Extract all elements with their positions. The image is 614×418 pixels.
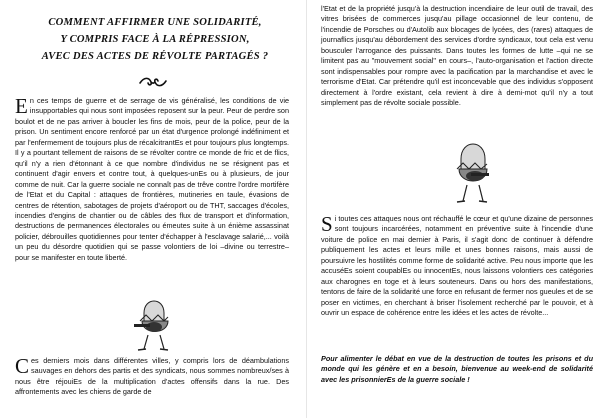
title-line-3: AVEC DES ACTES DE RÉVOLTE PARTAGÉS ? (41, 51, 269, 62)
egg-creature-with-gun-illustration (126, 291, 182, 355)
drop-cap: E (15, 94, 28, 118)
solidarity-paragraph (321, 214, 593, 319)
page-title (20, 14, 290, 65)
closing-call (321, 354, 593, 385)
drop-cap: C (15, 354, 30, 378)
swirl-ornament-icon (138, 76, 168, 88)
drop-cap: S (321, 212, 333, 236)
title-line-1: COMMENT AFFIRMER UNE SOLIDARITÉ, (48, 17, 262, 28)
closing-text: Pour alimenter le débat en vue de la destruction de toutes les prisons et du monde qui les génère et en a besoin, bienvenue au week-end de solidarité avec les prisonnierEs de la guerre sociale ! (321, 354, 593, 384)
title-line-2: Y COMPRIS FACE À LA RÉPRESSION, (60, 34, 250, 45)
continued-paragraph (321, 4, 593, 109)
intro-paragraph (15, 96, 289, 263)
egg-creature-with-gun-illustration (445, 135, 501, 207)
paragraph-text: l'Etat et de la propriété jusqu'à la destruction incendiaire de leur outil de travail, des vitres brisées de commerces jusqu'au pillage occasionnel de leur contenu, de l'incendie de Porsches ou d'Autolib aux blocages de lycées, des (rares) attaques de journaflics jusqu'au débordement des services d'ordre syndicaux, tout cela est venu bousculer l'arrogance des puissants. Dans toutes les formes de lutte –qui ne se limitent pas au "mouvement social" en cours–, l'auto-organisation et l'action directe sont indispensables pour rompre avec la pacification par la marchandise et avec le terrorisme d'Etat. Car prétendre qu'il est inconcevable que des individus s'opposent directement à l'ordre existant, cela revient à dire à demi-mot qu'il n'y a tout simplement pas de révolte sociale possible. (321, 4, 593, 108)
second-paragraph (15, 356, 289, 398)
right-page (307, 0, 614, 418)
paragraph-text: es derniers mois dans différentes villes, y compris lors de déambulations sauvages en dehors des partis et des syndicats, nous sommes nombreux/ses à nous être réjouiEs de la multiplication d'actes offensifs dans la rue. Des affrontements avec les chiens de garde de (15, 356, 289, 397)
paragraph-text: n ces temps de guerre et de serrage de vis généralisé, les conditions de vie insupportables qui nous sont imposées reposent sur la peur. Peur de perdre son boulot et de ne pas arriver à boucler les fins de mois, peur de la police, peur de la prison. Un sentiment encore renforcé par un état d'urgence prolongé indéfiniment et par l'enfermement de toujours plus de récalcitrantEs et pour toujours plus longtemps. Il y a pourtant tellement de raisons de se révolter contre ce monde de fric et de flics, qu'il n'y a rien d'étonnant à ce que nombre d'individus ne se résignent pas et continuent d'agir envers et contre tout, à quelques-unEs ou à plusieurs, de jour comme de nuit. Car la guerre sociale ne connaît pas de trêve contre l'ordre mortifère de l'Etat et du Capital : attaques de frontières, mutineries en taule, évasions de centres de rétention, sabotages de projets d'aéroport ou de THT, saccages d'écoles, incendies d'engins de chantier ou de câbles des flux de transport et d'information, destructions de permanences électorales ou émeutes suite à un énième assassinat policier, débrouilles quotidiennes pour tenter d'échapper à l'esclavage salarié,... voilà un peu du désordre quotidien qui se passe volontiers de loi –divine ou terrestre– pour se manifester en toute liberté. (15, 96, 289, 262)
paragraph-text: i toutes ces attaques nous ont réchauffé le cœur et qu'une dizaine de personnes sont toujours incarcérées, notamment en préventive suite à l'incendie d'une voiture de police en mai dernier à Paris, il s'agit donc de continuer à défendre publiquement les actes et leurs mille et unes bonnes raisons, mais aussi de poursuivre les hostilités comme forme de solidarité active. Peu nous importe que les accuséEs soient coupablEs ou innocentEs, nous laissons volontiers ces catégories aux charognes en toge et à leurs souteneurs. Dans ou hors des manifestations, tentons de faire de la solidarité une force en refusant de fermer nos gueules et de se poser en victimes, en cherchant à briser l'isolement recherché par le pouvoir, et à ouvrir un espace de cohérence entre les idées et les actes de révolte... (321, 214, 593, 318)
